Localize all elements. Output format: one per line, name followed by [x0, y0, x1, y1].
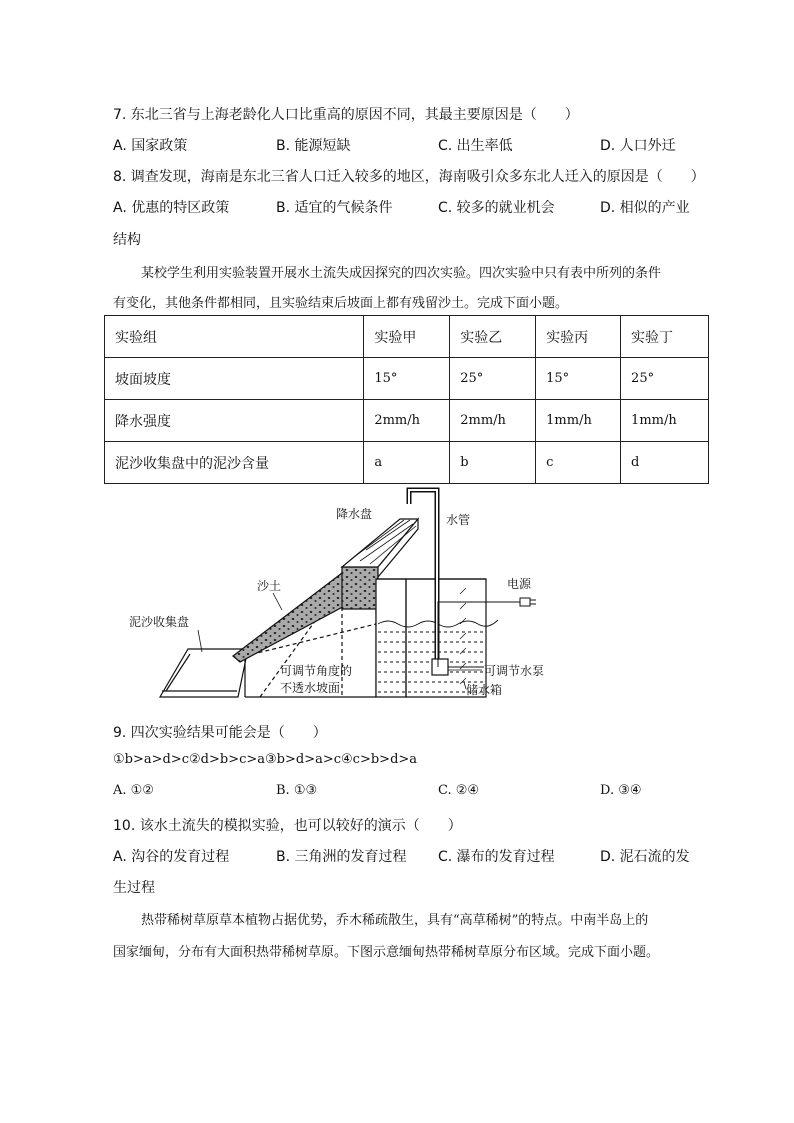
- table-cell: b: [450, 442, 536, 484]
- rain-tray-sand: [342, 567, 378, 609]
- q10-option-d: D. 泥石流的发: [600, 849, 690, 865]
- water-storage-tank: [376, 579, 486, 697]
- table-header-cell: 实验丁: [621, 316, 709, 358]
- q10-option-b: B. 三角洲的发育过程: [276, 849, 407, 865]
- power-plug-icon: [520, 598, 530, 606]
- q9-option-a: A. ①②: [113, 783, 154, 798]
- passage2-line1: 热带稀树草原草本植物占据优势，乔木稀疏散生，具有“高草稀树”的特点。中南半岛上的: [141, 913, 649, 928]
- q9-choices: ①b>a>d>c②d>b>c>a③b>d>a>c④c>b>d>a: [113, 752, 418, 767]
- water-pipe: [409, 490, 437, 664]
- label-power: 电源: [507, 577, 532, 591]
- q10-option-d-wrap: 生过程: [113, 880, 155, 896]
- passage1-line1: 某校学生利用实验装置开展水土流失成因探究的四次实验。四次实验中只有表中所列的条件: [141, 266, 662, 281]
- q8-option-c: C. 较多的就业机会: [438, 200, 555, 216]
- power-cable: [438, 602, 520, 667]
- q8-option-a: A. 优惠的特区政策: [113, 200, 230, 216]
- table-row: [105, 400, 709, 442]
- q10-stem: 10. 该水土流失的模拟实验，也可以较好的演示（ ）: [113, 818, 462, 834]
- table-cell: 1mm/h: [621, 400, 709, 442]
- label-pump: 可调节水泵: [484, 664, 545, 678]
- water-pump: [432, 659, 448, 675]
- q7-option-c: C. 出生率低: [438, 138, 513, 154]
- table-row: [105, 358, 709, 400]
- q8-option-b: B. 适宜的气候条件: [276, 200, 393, 216]
- passage1-line2: 有变化，其他条件都相同，且实验结束后坡面上都有残留沙土。完成下面小题。: [113, 296, 569, 311]
- table-cell: 1mm/h: [536, 400, 621, 442]
- table-header-row: [105, 316, 709, 358]
- table-cell: 15°: [364, 358, 450, 400]
- q7-stem: 7. 东北三省与上海老龄化人口比重高的原因不同，其最主要原因是（ ）: [113, 107, 579, 123]
- label-rain-tray: 降水盘: [336, 507, 373, 521]
- label-water-pipe: 水管: [446, 513, 471, 527]
- q10-option-c: C. 瀑布的发育过程: [438, 849, 555, 865]
- table-row: [105, 442, 709, 484]
- table-header-cell: 实验乙: [450, 316, 536, 358]
- table-cell: 降水强度: [105, 400, 364, 442]
- table-cell: 2mm/h: [364, 400, 450, 442]
- table-cell: 2mm/h: [450, 400, 536, 442]
- q8-option-d-wrap: 结构: [113, 232, 141, 248]
- experiment-apparatus-diagram: [120, 484, 560, 704]
- q8-stem: 8. 调查发现，海南是东北三省人口迁入较多的地区，海南吸引众多东北人迁入的原因是（ ）: [113, 169, 705, 185]
- passage2-line2: 国家缅甸，分布有大面积热带稀树草原。下图示意缅甸热带稀树草原分布区域。完成下面小题。: [113, 945, 660, 960]
- label-slope-line1: 可调节角度的: [280, 664, 353, 678]
- q7-option-b: B. 能源短缺: [276, 138, 351, 154]
- experiment-table: [104, 315, 709, 484]
- label-collector: 泥沙收集盘: [129, 615, 190, 629]
- q9-option-b: B. ①③: [276, 783, 318, 798]
- q9-stem: 9. 四次实验结果可能会是（ ）: [113, 725, 327, 741]
- table-cell: d: [621, 442, 709, 484]
- table-cell: 15°: [536, 358, 621, 400]
- table-header-cell: 实验丙: [536, 316, 621, 358]
- q10-option-a: A. 沟谷的发育过程: [113, 849, 230, 865]
- table-header-cell: 实验甲: [364, 316, 450, 358]
- table-cell: 坡面坡度: [105, 358, 364, 400]
- q7-option-a: A. 国家政策: [113, 138, 188, 154]
- table-cell: c: [536, 442, 621, 484]
- label-sand: 沙土: [257, 579, 282, 593]
- table-cell: 25°: [450, 358, 536, 400]
- label-slope-line2: 不透水坡面: [280, 681, 341, 695]
- table-cell: a: [364, 442, 450, 484]
- table-header-cell: 实验组: [105, 316, 364, 358]
- q9-option-d: D. ③④: [600, 783, 642, 798]
- table-cell: 25°: [621, 358, 709, 400]
- table-cell: 泥沙收集盘中的泥沙含量: [105, 442, 364, 484]
- label-tank: 储水箱: [466, 683, 503, 697]
- q8-option-d: D. 相似的产业: [600, 200, 690, 216]
- q9-option-c: C. ②④: [438, 783, 480, 798]
- q7-option-d: D. 人口外迁: [600, 138, 676, 154]
